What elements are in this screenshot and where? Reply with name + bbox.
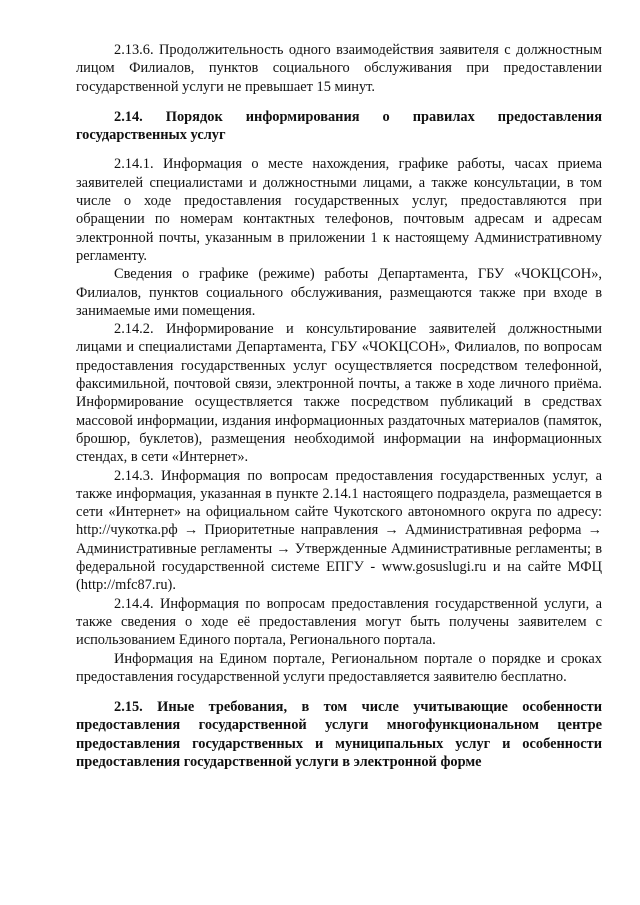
paragraph-2-14-3: 2.14.3. Информация по вопросам предоставления государственных услуг, а также информация, указанная в пункте 2.14.1 настоящего подраздела, размещается в сети «Интернет» на официальном сайте Чукотского автономного округа по адресу: http://чукотка.рф → Приоритетные направления → Административная реформа → Административные регламенты → Утвержденные Административные регламенты; в федеральной государственной системе ЕПГУ - www.gosuslugi.ru и на сайте МФЦ (http://mfc87.ru). — [76, 467, 602, 594]
spacer — [76, 144, 602, 155]
section-heading-2-15: 2.15. Иные требования, в том числе учитывающие особенности предоставления государственной услуги многофункциональном центре предоставления государственных и муниципальных услуг и особенности предоставления государственной услуги в электронной форме — [76, 699, 602, 770]
spacer — [76, 686, 602, 698]
paragraph-schedule-info: Сведения о графике (режиме) работы Департамента, ГБУ «ЧОКЦСОН», Филиалов, пунктов социального обслуживания, размещаются также при входе в занимаемые ими помещения. — [76, 266, 602, 319]
paragraph-2-14-1: 2.14.1. Информация о месте нахождения, графике работы, часах приема заявителей специалистами и должностными лицами, а также консультации, в том числе о ходе предоставления государственных услуг, предоставляются при обращении по номерам контактных телефонов, почтовым адресам и адресам электронной почты, указанным в приложении 1 к настоящему Административному регламенту. — [76, 156, 602, 264]
section-heading-2-14: 2.14. Порядок информирования о правилах предоставления государственных услуг — [76, 108, 602, 144]
paragraph-portal-info: Информация на Едином портале, Региональном портале о порядке и сроках предоставления государственной услуги предоставляется заявителю бесплатно. — [76, 650, 602, 685]
paragraph-2-13-6: 2.13.6. Продолжительность одного взаимодействия заявителя с должностным лицом Филиалов, пунктов социального обслуживания при предоставлении государственной услуги не превышает 15 минут. — [76, 42, 602, 95]
paragraph-2-14-2: 2.14.2. Информирование и консультирование заявителей должностными лицами и специалистами Департамента, ГБУ «ЧОКЦСОН», Филиалов, по вопросам предоставления государственных услуг осуществляется посредством телефонной, факсимильной, почтовой связи, электронной почты, а также в ходе личного приёма. Информирование осуществляется также посредством публикаций в средствах массовой информации, издания информационных раздаточных материалов (памяток, брошюр, буклетов), размещения необходимой информации на информационных стендах, в сети «Интернет». — [76, 321, 602, 466]
spacer — [76, 96, 602, 108]
document-page — [76, 41, 602, 771]
paragraph-2-14-4: 2.14.4. Информация по вопросам предоставления государственной услуги, а также сведения о ходе её предоставления могут быть получены заявителем с использованием Единого портала, Регионального портала. — [76, 595, 602, 649]
